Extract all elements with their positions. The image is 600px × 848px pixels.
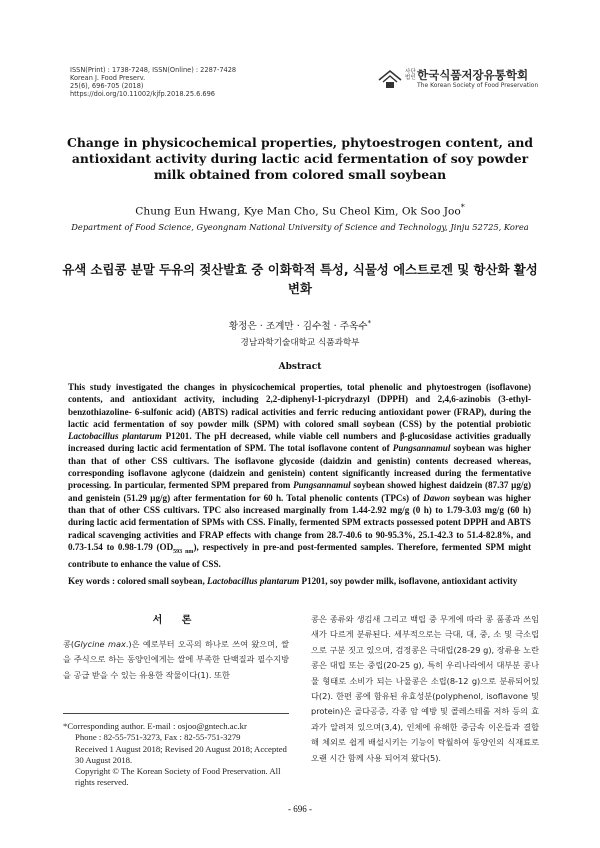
left-column bbox=[63, 611, 289, 683]
korean-author-list: 황정은 · 조계만 · 김수철 · 주옥수* bbox=[228, 318, 372, 332]
issn-line: ISSN(Print) : 1738-7248, ISSN(Online) : 2287-7428 bbox=[70, 66, 237, 74]
footnote-divider bbox=[63, 713, 289, 714]
affiliation: Department of Food Science, Gyeongnam National University of Science and Technology, Jinju 52725, Korea bbox=[71, 222, 529, 232]
society-type: 사단 법인 bbox=[405, 69, 416, 81]
society-english-name: The Korean Society of Food Preservation bbox=[417, 82, 539, 89]
copyright: Copyright © The Korean Society of Food Preservation. All rights reserved. bbox=[75, 766, 281, 788]
volume-pages: 25(6), 696-705 (2018) bbox=[70, 82, 144, 90]
keywords-label: Key words : bbox=[68, 576, 115, 586]
right-column bbox=[311, 612, 539, 766]
author-list: Chung Eun Hwang, Kye Man Cho, Su Cheol Kim, Ok Soo Joo* bbox=[135, 203, 465, 218]
page-number: - 696 - bbox=[288, 804, 312, 814]
paper-title: Change in physicochemical properties, phytoestrogen content, and antioxidant activity during lactic acid fermentation of soy powder milk obtained from colored small soybean bbox=[66, 135, 534, 182]
abstract-heading: Abstract bbox=[278, 362, 322, 372]
society-korean-name: 한국식품저장유통학회 bbox=[417, 68, 529, 82]
intro-heading: 서 론 bbox=[152, 615, 200, 626]
korean-affiliation: 경남과학기술대학교 식품과학부 bbox=[240, 338, 360, 348]
corresponding-author: *Corresponding author. E-mail : osjoo@gntech.ac.kr bbox=[63, 721, 247, 731]
society-emblem-icon bbox=[377, 68, 403, 90]
journal-name: Korean J. Food Preserv. bbox=[70, 74, 146, 82]
journal-meta bbox=[70, 66, 236, 98]
society-logo bbox=[377, 66, 537, 96]
contact-phone: Phone : 82-55-751-3273, Fax : 82-55-751-3279 bbox=[75, 732, 241, 743]
intro-paragraph-right: 콩은 종류와 생김새 그리고 백립 중 무게에 따라 콩 품종과 쓰임새가 다르게 분류된다. 세부적으로는 극대, 대, 중, 소 및 극소립으로 구분 짓고 있으며, 검정콩은 극대립(28-29 g), 장류용 노란콩은 대립 또는 중립(20-25 g), 특히 우리나라에서 대부분 콩나물 형태로 소비가 되는 나물콩은 소립(8-12 g)으로 분류되어있다(2). 한편 콩에 함유된 유효성분(polyphenol, isoflavone 및 protein)은 골다공증, 각종 암 예방 및 콜레스테롤 저하 등의 효과가 알려져 있으며(3,4), 인체에 유해한 중금속 이온들과 결합해 체외로 쉽게 배설시키는 기능이 탁월하여 동양인의 식재료로 오랜 시간 함께 사용 되어져 왔다(5). bbox=[311, 614, 539, 763]
intro-paragraph-left: 콩(Glycine max.)은 예로부터 오곡의 하나로 쓰여 왔으며, 쌀을 주식으로 하는 동양인에게는 쌀에 부족한 단백질과 필수지방을 공급 받을 수 있는 유용한 작물이다(1). 또한 bbox=[63, 639, 289, 680]
corresponding-mark: * bbox=[460, 203, 465, 212]
footnote bbox=[63, 721, 289, 789]
korean-title: 유색 소립콩 분말 두유의 젖산발효 중 이화학적 특성, 식물성 에스트로겐 및 항산화 활성 변화 bbox=[62, 262, 538, 296]
doi-link[interactable]: https://doi.org/10.11002/kjfp.2018.25.6.696 bbox=[70, 90, 215, 98]
keywords: Key words : colored small soybean, Lactobacillus plantarum P1201, soy powder milk, isoflavone, antioxidant activity bbox=[68, 576, 518, 586]
abstract-body: This study investigated the changes in physicochemical properties, total phenolic and phytoestrogen (isoflavone) contents, and antioxidant activity, including 2,2-diphenyl-1-picrydrazyl (DPPH) and 2,4,6-azinobis (3-ethyl-benzothiazoline- 6-sulfonic acid) (ABTS) radical activities and ferric reducing antioxidant power (FRAP), during the lactic acid fermentation of soy powder milk (SPM) with colored small soybean (CSS) by the potential probiotic Lactobacillus plantarum P1201. The pH decreased, while viable cell numbers and β-glucosidase activities gradually increased during lactic acid fermentation of SPM. The total isoflavone content of Pungsannamul soybean was higher than that of other CSS cultivars. The isoflavone glycoside (daidzin and genistin) contents decreased whereas, corresponding isoflavone aglycone (daidzein and genistein) content significantly increased during the fermentative processing. In particular, fermented SPM prepared from Pungsannamul soybean showed highest daidzein (87.37 μg/g) and genistein (51.29 μg/g) after fermentation for 60 h. Total phenolic contents (TPCs) of Dawon soybean was higher than that of other CSS cultivars. TPC also increased marginally from 1.44-2.92 mg/g (0 h) to 1.79-3.03 mg/g (60 h) during lactic acid fermentation of SPMs with CSS. Finally, fermented SPM extracts possessed potent DPPH and ABTS radical scavenging activities and FRAP effects with change from 28.7-40.6 to 90-95.3%, 25.1-42.3 to 51.4-82.8%, and 0.73-1.54 to 0.98-1.79 $(OD_{593 nm})$, respectively in pre-and post-fermented samples. Therefore, fermented SPM might contribute to enhance the value of CSS. bbox=[68, 382, 532, 569]
received-dates: Received 1 August 2018; Revised 20 August 2018; Accepted 30 August 2018. bbox=[75, 743, 287, 765]
